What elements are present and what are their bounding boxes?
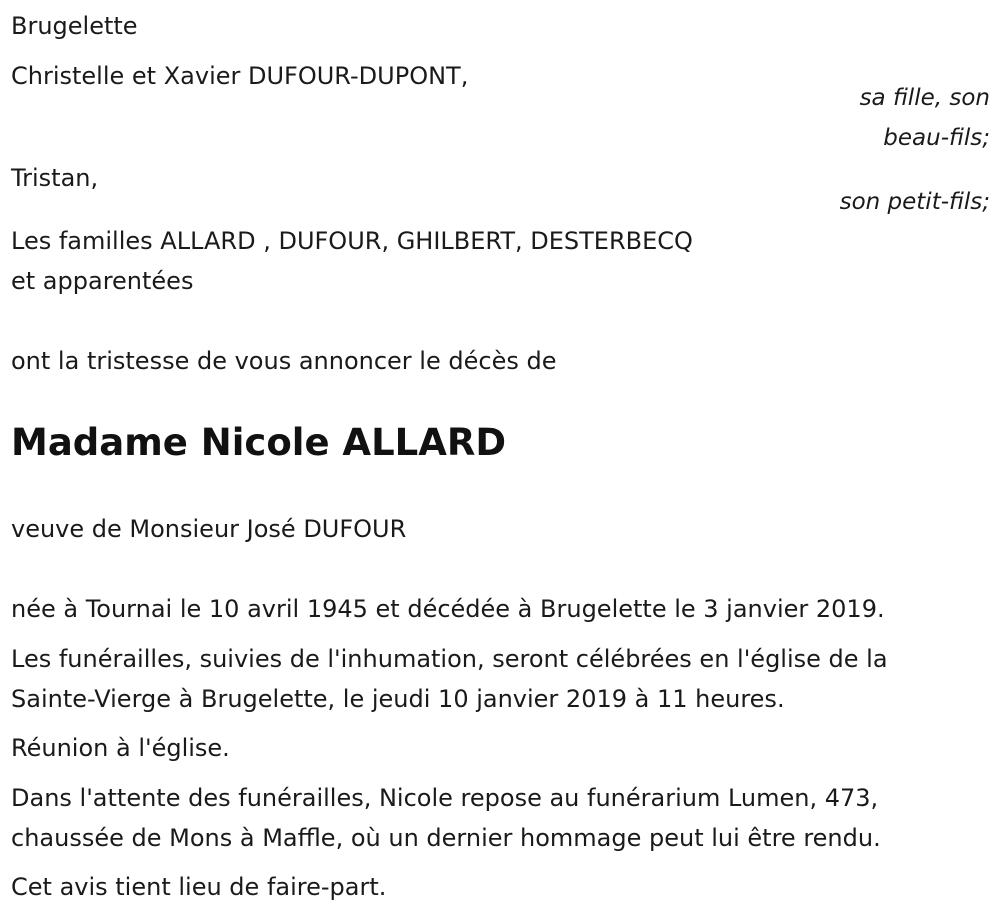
- town-name: Brugelette: [11, 12, 138, 40]
- deceased-name: Madame Nicole ALLARD: [11, 421, 507, 464]
- grandson-relation: son petit-fils;: [839, 189, 990, 215]
- grandson-name: Tristan,: [11, 164, 99, 192]
- daughter-names: Christelle et Xavier DUFOUR-DUPONT,: [11, 62, 469, 90]
- widow-of-text: veuve de Monsieur José DUFOUR: [11, 515, 407, 543]
- rest-line-2: chaussée de Mons à Maffle, où un dernier hommage peut lui être rendu.: [11, 824, 881, 852]
- announcement-text: ont la tristesse de vous annoncer le décès de: [11, 347, 557, 375]
- meeting-text: Réunion à l'église.: [11, 734, 230, 762]
- funeral-line-2: Sainte-Vierge à Brugelette, le jeudi 10 janvier 2019 à 11 heures.: [11, 685, 785, 713]
- birth-death-text: née à Tournai le 10 avril 1945 et décédée à Brugelette le 3 janvier 2019.: [11, 595, 885, 623]
- closing-text: Cet avis tient lieu de faire-part.: [11, 873, 387, 901]
- funeral-line-1: Les funérailles, suivies de l'inhumation, seront célébrées en l'église de la: [11, 645, 888, 673]
- families-line-1: Les familles ALLARD , DUFOUR, GHILBERT, DESTERBECQ: [11, 227, 693, 255]
- daughter-relation-line-1: sa fille, son: [859, 85, 990, 111]
- daughter-relation-line-2: beau-fils;: [883, 125, 990, 151]
- rest-line-1: Dans l'attente des funérailles, Nicole repose au funérarium Lumen, 473,: [11, 784, 879, 812]
- families-line-2: et apparentées: [11, 267, 194, 295]
